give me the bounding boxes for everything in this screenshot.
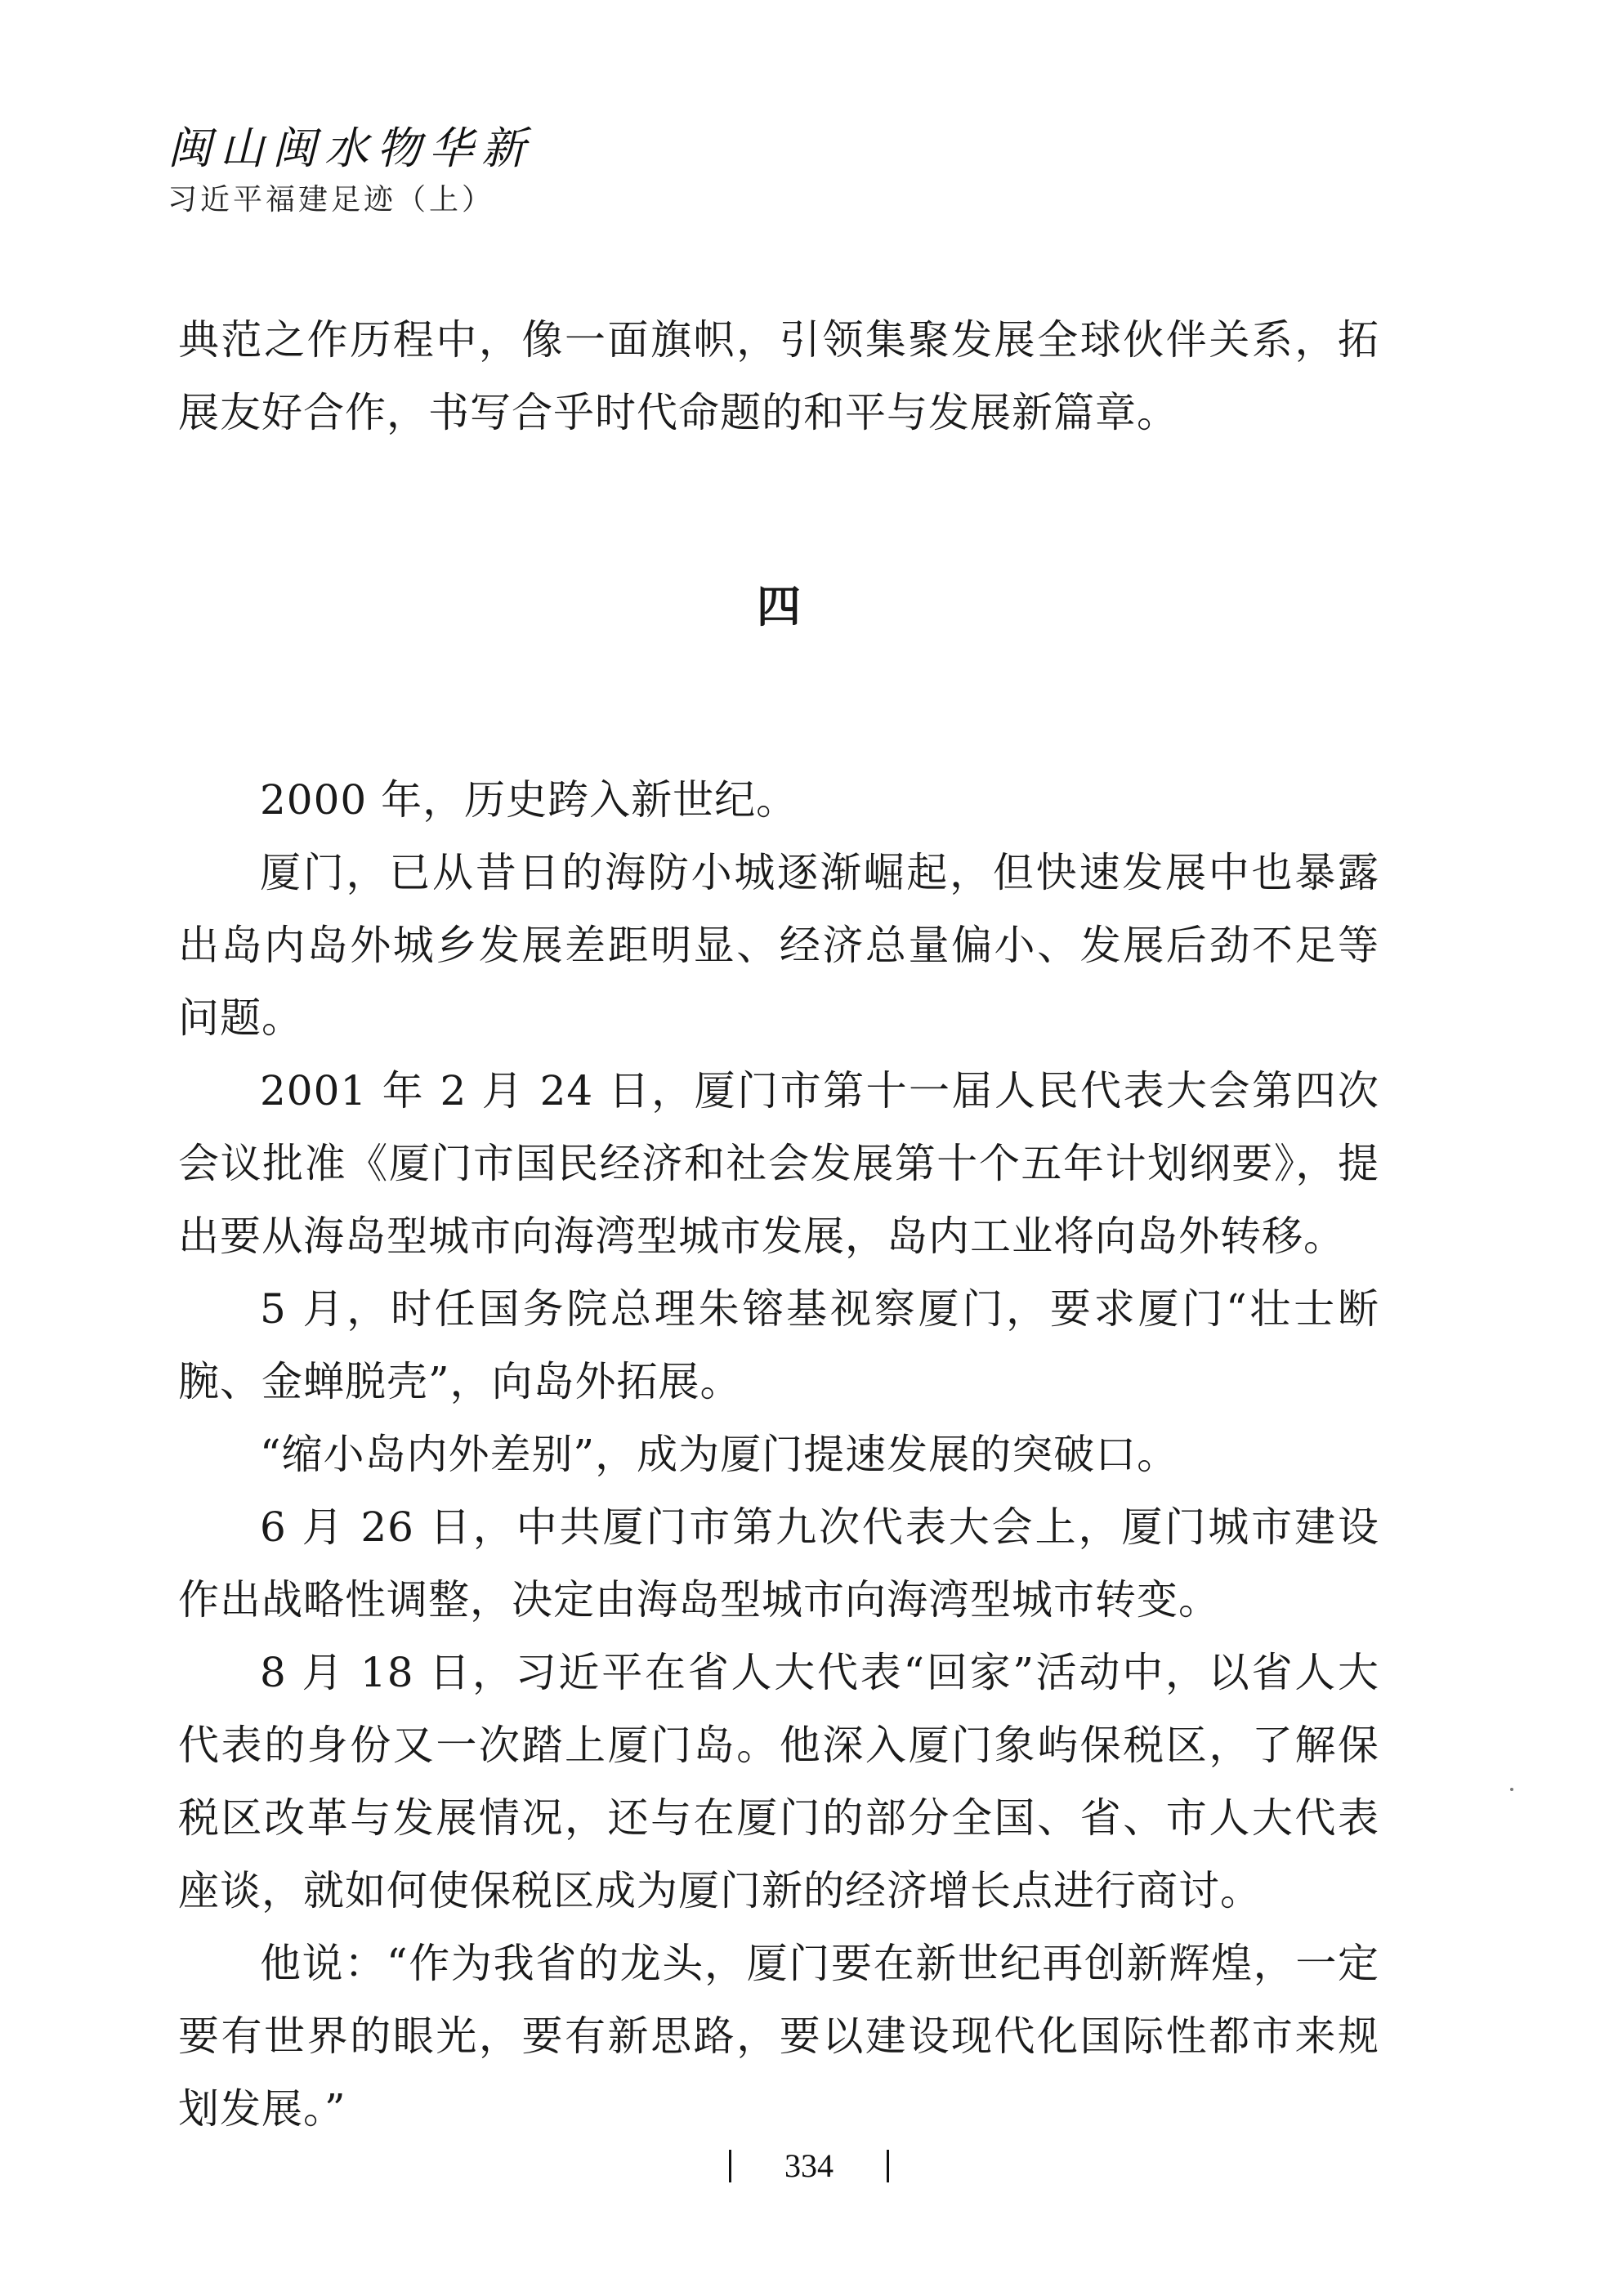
scan-speck — [1510, 1788, 1513, 1791]
paragraph: 8 月 18 日，习近平在省人大代表“回家”活动中，以省人大代表的身份又一次踏上厦门岛。他深入厦门象屿保税区，了解保税区改革与发展情况，还与在厦门的部分全国、省、市人大代表座谈，就如何使保税区成为厦门新的经济增长点进行商讨。 — [178, 1649, 1379, 1914]
book-title: 闽山闽水物华新 — [168, 123, 534, 174]
paragraph: “缩小岛内外差别”，成为厦门提速发展的突破口。 — [260, 1431, 1179, 1478]
body-text — [178, 304, 1379, 2146]
paragraph: 2001 年 2 月 24 日，厦门市第十一届人民代表大会第四次会议批准《厦门市国民经济和社会发展第十个五年计划纲要》，提出要从海岛型城市向海湾型城市发展，岛内工业将向岛外转移。 — [178, 1067, 1379, 1260]
paragraph: 5 月，时任国务院总理朱镕基视察厦门，要求厦门“壮士断腕、金蝉脱壳”，向岛外拓展。 — [178, 1285, 1379, 1405]
paragraph-continued: 典范之作历程中，像一面旗帜，引领集聚发展全球伙伴关系，拓展友好合作，书写合乎时代命题的和平与发展新篇章。 — [178, 316, 1379, 436]
book-subtitle: 习近平福建足迹（上） — [168, 183, 495, 217]
page-number: 334 — [784, 2147, 834, 2184]
paragraph: 6 月 26 日，中共厦门市第九次代表大会上，厦门城市建设作出战略性调整，决定由海岛型城市向海湾型城市转变。 — [178, 1503, 1379, 1624]
running-header — [168, 123, 534, 219]
page-footer — [0, 2141, 1618, 2189]
paragraph: 他说：“作为我省的龙头，厦门要在新世纪再创新辉煌，一定要有世界的眼光，要有新思路，要以建设现代化国际性都市来规划发展。” — [178, 1940, 1379, 2133]
paragraph: 厦门，已从昔日的海防小城逐渐崛起，但快速发展中也暴露出岛内岛外城乡发展差距明显、经济总量偏小、发展后劲不足等问题。 — [178, 849, 1379, 1042]
footer-bar-left — [729, 2150, 731, 2182]
section-heading: 四 — [757, 580, 801, 632]
paragraph: 2000 年，历史跨入新世纪。 — [260, 776, 798, 824]
footer-bar-right — [887, 2150, 889, 2182]
